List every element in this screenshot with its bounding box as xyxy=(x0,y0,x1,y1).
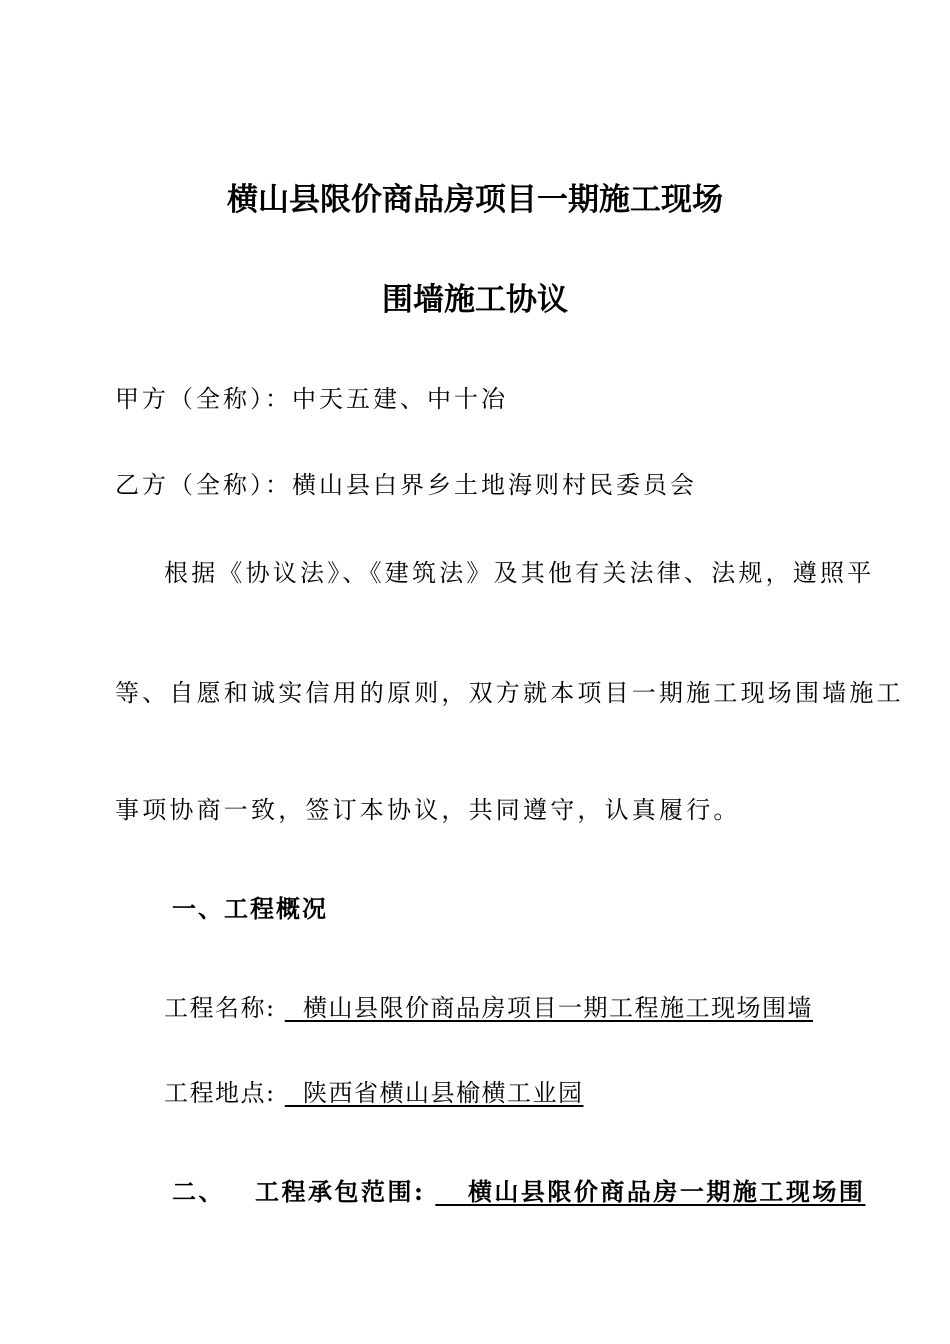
document-title-line-2: 围墙施工协议 xyxy=(382,282,568,318)
document-title-line-1: 横山县限价商品房项目一期施工现场 xyxy=(227,182,723,218)
party-a-label: 甲方（全称）： xyxy=(115,385,292,413)
party-b-label: 乙方（全称）： xyxy=(115,471,292,499)
project-name-value: 横山县限价商品房项目一期工程施工现场围墙 xyxy=(303,994,813,1022)
section-2-value: 横山县限价商品房一期施工现场围 xyxy=(467,1177,866,1206)
intro-paragraph-line-3: 事项协商一致，签订本协议，共同遵守，认真履行。 xyxy=(115,796,741,824)
project-name-line xyxy=(164,992,813,1024)
intro-paragraph-line-2: 等、自愿和诚实信用的原则，双方就本项目一期施工现场围墙施工 xyxy=(115,679,904,707)
project-name-label: 工程名称: xyxy=(164,994,276,1022)
party-b-value: 横山县白界乡土地海则村民委员会 xyxy=(292,471,697,499)
project-location-line xyxy=(164,1077,584,1109)
project-location-value: 陕西省横山县榆横工业园 xyxy=(303,1079,584,1107)
section-1-heading: 一、工程概况 xyxy=(172,894,328,923)
project-location-label: 工程地点: xyxy=(164,1079,276,1107)
party-b-line xyxy=(115,469,697,501)
party-a-value: 中天五建、中十冶 xyxy=(292,385,508,413)
section-2-label: 工程承包范围: xyxy=(255,1177,426,1206)
party-a-line xyxy=(115,383,508,415)
section-2-line xyxy=(172,1176,865,1208)
intro-paragraph-line-1: 根据《协议法》、《建筑法》及其他有关法律、法规，遵照平 xyxy=(164,559,875,587)
section-2-number: 二、 xyxy=(172,1177,225,1206)
